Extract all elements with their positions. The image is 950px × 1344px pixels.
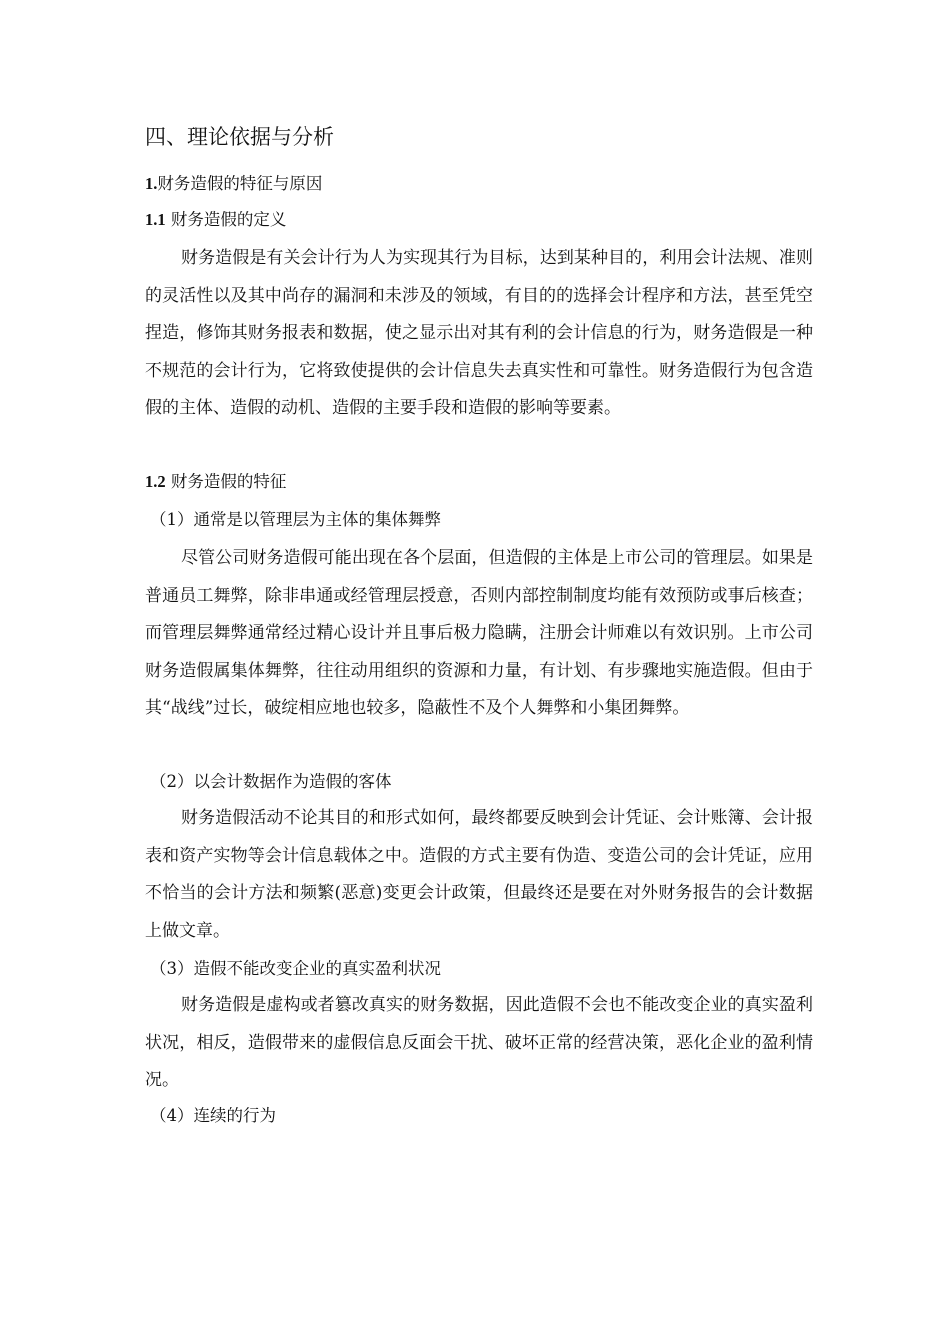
heading-1-text: 财务造假的特征与原因: [157, 174, 323, 193]
heading-1: [145, 170, 322, 198]
paragraph-definition: 财务造假是有关会计行为人为实现其行为目标，达到某种目的，利用会计法规、准则的灵活性以及其中尚存的漏洞和未涉及的领域，有目的的选择会计程序和方法，甚至凭空捏造，修饰其财务报表和数据，使之显示出对其有利的会计信息的行为，财务造假是一种不规范的会计行为，它将致使提供的会计信息失去真实性和可靠性。财务造假行为包含造假的主体、造假的动机、造假的主要手段和造假的影响等要素。: [145, 248, 813, 418]
paragraph-item-2: 财务造假活动不论其目的和形式如何，最终都要反映到会计凭证、会计账簿、会计报表和资产实物等会计信息载体之中。造假的方式主要有伪造、变造公司的会计凭证，应用不恰当的会计方法和频繁(恶意)变更会计政策，但最终还是要在对外财务报告的会计数据上做文章。: [145, 808, 813, 941]
heading-1-1-text: 财务造假的定义: [165, 210, 287, 229]
heading-1-1: [145, 206, 286, 234]
list-item-2: （2）以会计数据作为造假的客体: [150, 772, 392, 791]
list-item-3: （3）造假不能改变企业的真实盈利状况: [150, 959, 441, 978]
list-item-4: （4）连续的行为: [150, 1106, 276, 1125]
heading-1-2-text: 财务造假的特征: [165, 472, 287, 491]
heading-1-number: 1.: [145, 174, 158, 193]
heading-1-2: [145, 468, 286, 496]
paragraph-item-3: 财务造假是虚构或者篡改真实的财务数据，因此造假不会也不能改变企业的真实盈利状况，相反，造假带来的虚假信息反面会干扰、破坏正常的经营决策，恶化企业的盈利情况。: [145, 995, 813, 1090]
paragraph-item-1: 尽管公司财务造假可能出现在各个层面，但造假的主体是上市公司的管理层。如果是普通员工舞弊，除非串通或经管理层授意，否则内部控制制度均能有效预防或事后核查；而管理层舞弊通常经过精心设计并且事后极力隐瞒，注册会计师难以有效识别。上市公司财务造假属集体舞弊，往往动用组织的资源和力量，有计划、有步骤地实施造假。但由于其“战线”过长，破绽相应地也较多，隐蔽性不及个人舞弊和小集团舞弊。: [145, 548, 813, 718]
heading-1-1-number: 1.1: [145, 210, 166, 229]
list-item-1: （1）通常是以管理层为主体的集体舞弊: [150, 510, 441, 529]
heading-1-2-number: 1.2: [145, 472, 166, 491]
section-title: 四、理论依据与分析: [145, 125, 334, 149]
